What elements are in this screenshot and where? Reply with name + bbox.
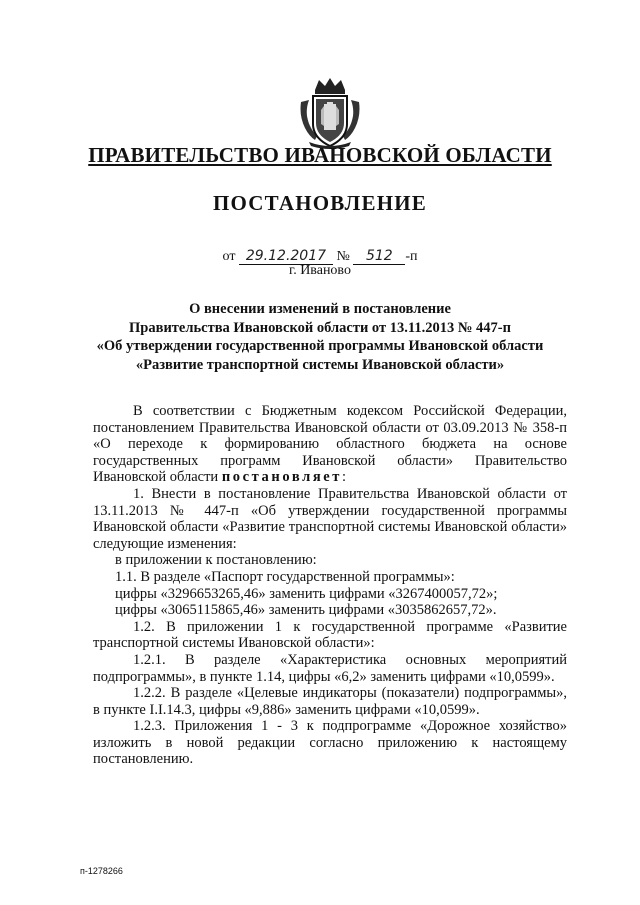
issue-city: г. Иваново — [289, 263, 351, 278]
intro-paragraph — [93, 403, 567, 486]
document-body — [93, 403, 567, 768]
intro-text: В соответствии с Бюджетным кодексом Российской Федерации, постановлением Правительства Ивановской области от 03.09.2013 № 358-п «О переходе к формированию областного бюджета на основе государственных программ Ивановской области» Правительство Ивановской области — [93, 403, 567, 486]
item-1-1-a: цифры «3296653265,46» заменить цифрами «3267400057,72»; — [115, 585, 498, 602]
item-1-2-1: 1.2.1. В разделе «Характеристика основных мероприятий подпрограммы», в пункте 1.14, цифры «6,2» заменить цифрами «10,0599». — [93, 651, 567, 685]
item-1-1-b: цифры «3065115865,46» заменить цифрами «3035862657,72». — [115, 602, 497, 619]
handwritten-number: 512 — [353, 248, 405, 265]
document-kind-title: ПОСТАНОВЛЕНИЕ — [212, 191, 428, 215]
document-subject — [90, 300, 550, 374]
resolves-word: постановляет — [221, 469, 343, 486]
item-1-2-3: 1.2.3. Приложения 1 - 3 к подпрограмме «Дорожное хозяйство» изложить в новой редакции согласно приложению к настоящему постановлению. — [93, 718, 567, 768]
subject-line: «Развитие транспортной системы Ивановской области» — [135, 356, 505, 373]
date-prefix: от — [222, 249, 236, 264]
coat-of-arms-emblem — [297, 76, 363, 150]
subject-line: «Об утверждении государственной программы Ивановской области — [96, 338, 544, 354]
number-prefix: № — [336, 249, 350, 264]
resolves-colon: : — [342, 469, 347, 486]
item-1-1: 1.1. В разделе «Паспорт государственной программы»: — [115, 568, 455, 585]
handwritten-date: 29.12.2017 — [239, 248, 333, 265]
number-suffix: -п — [405, 249, 418, 264]
subject-line: О внесении изменений в постановление — [189, 301, 451, 317]
document-code: п-1278266 — [80, 866, 123, 876]
government-title: ПРАВИТЕЛЬСТВО ИВАНОВСКОЙ ОБЛАСТИ — [88, 143, 552, 167]
item-1-sub: в приложении к постановлению: — [115, 552, 317, 569]
item-1-2-2: 1.2.2. В разделе «Целевые индикаторы (показатели) подпрограммы», в пункте I.I.14.3, цифры «9,886» заменить цифрами «10,0599». — [93, 685, 567, 718]
item-1-2: 1.2. В приложении 1 к государственной программе «Развитие транспортной системы Ивановской области»: — [93, 618, 567, 652]
subject-line: Правительства Ивановской области от 13.11.2013 № 447-п — [129, 319, 511, 336]
item-1: 1. Внести в постановление Правительства Ивановской области от 13.11.2013 № 447-п «Об утверждении государственной программы Ивановской области «Развитие транспортной системы Ивановской области» следующие изменения: — [93, 485, 567, 552]
